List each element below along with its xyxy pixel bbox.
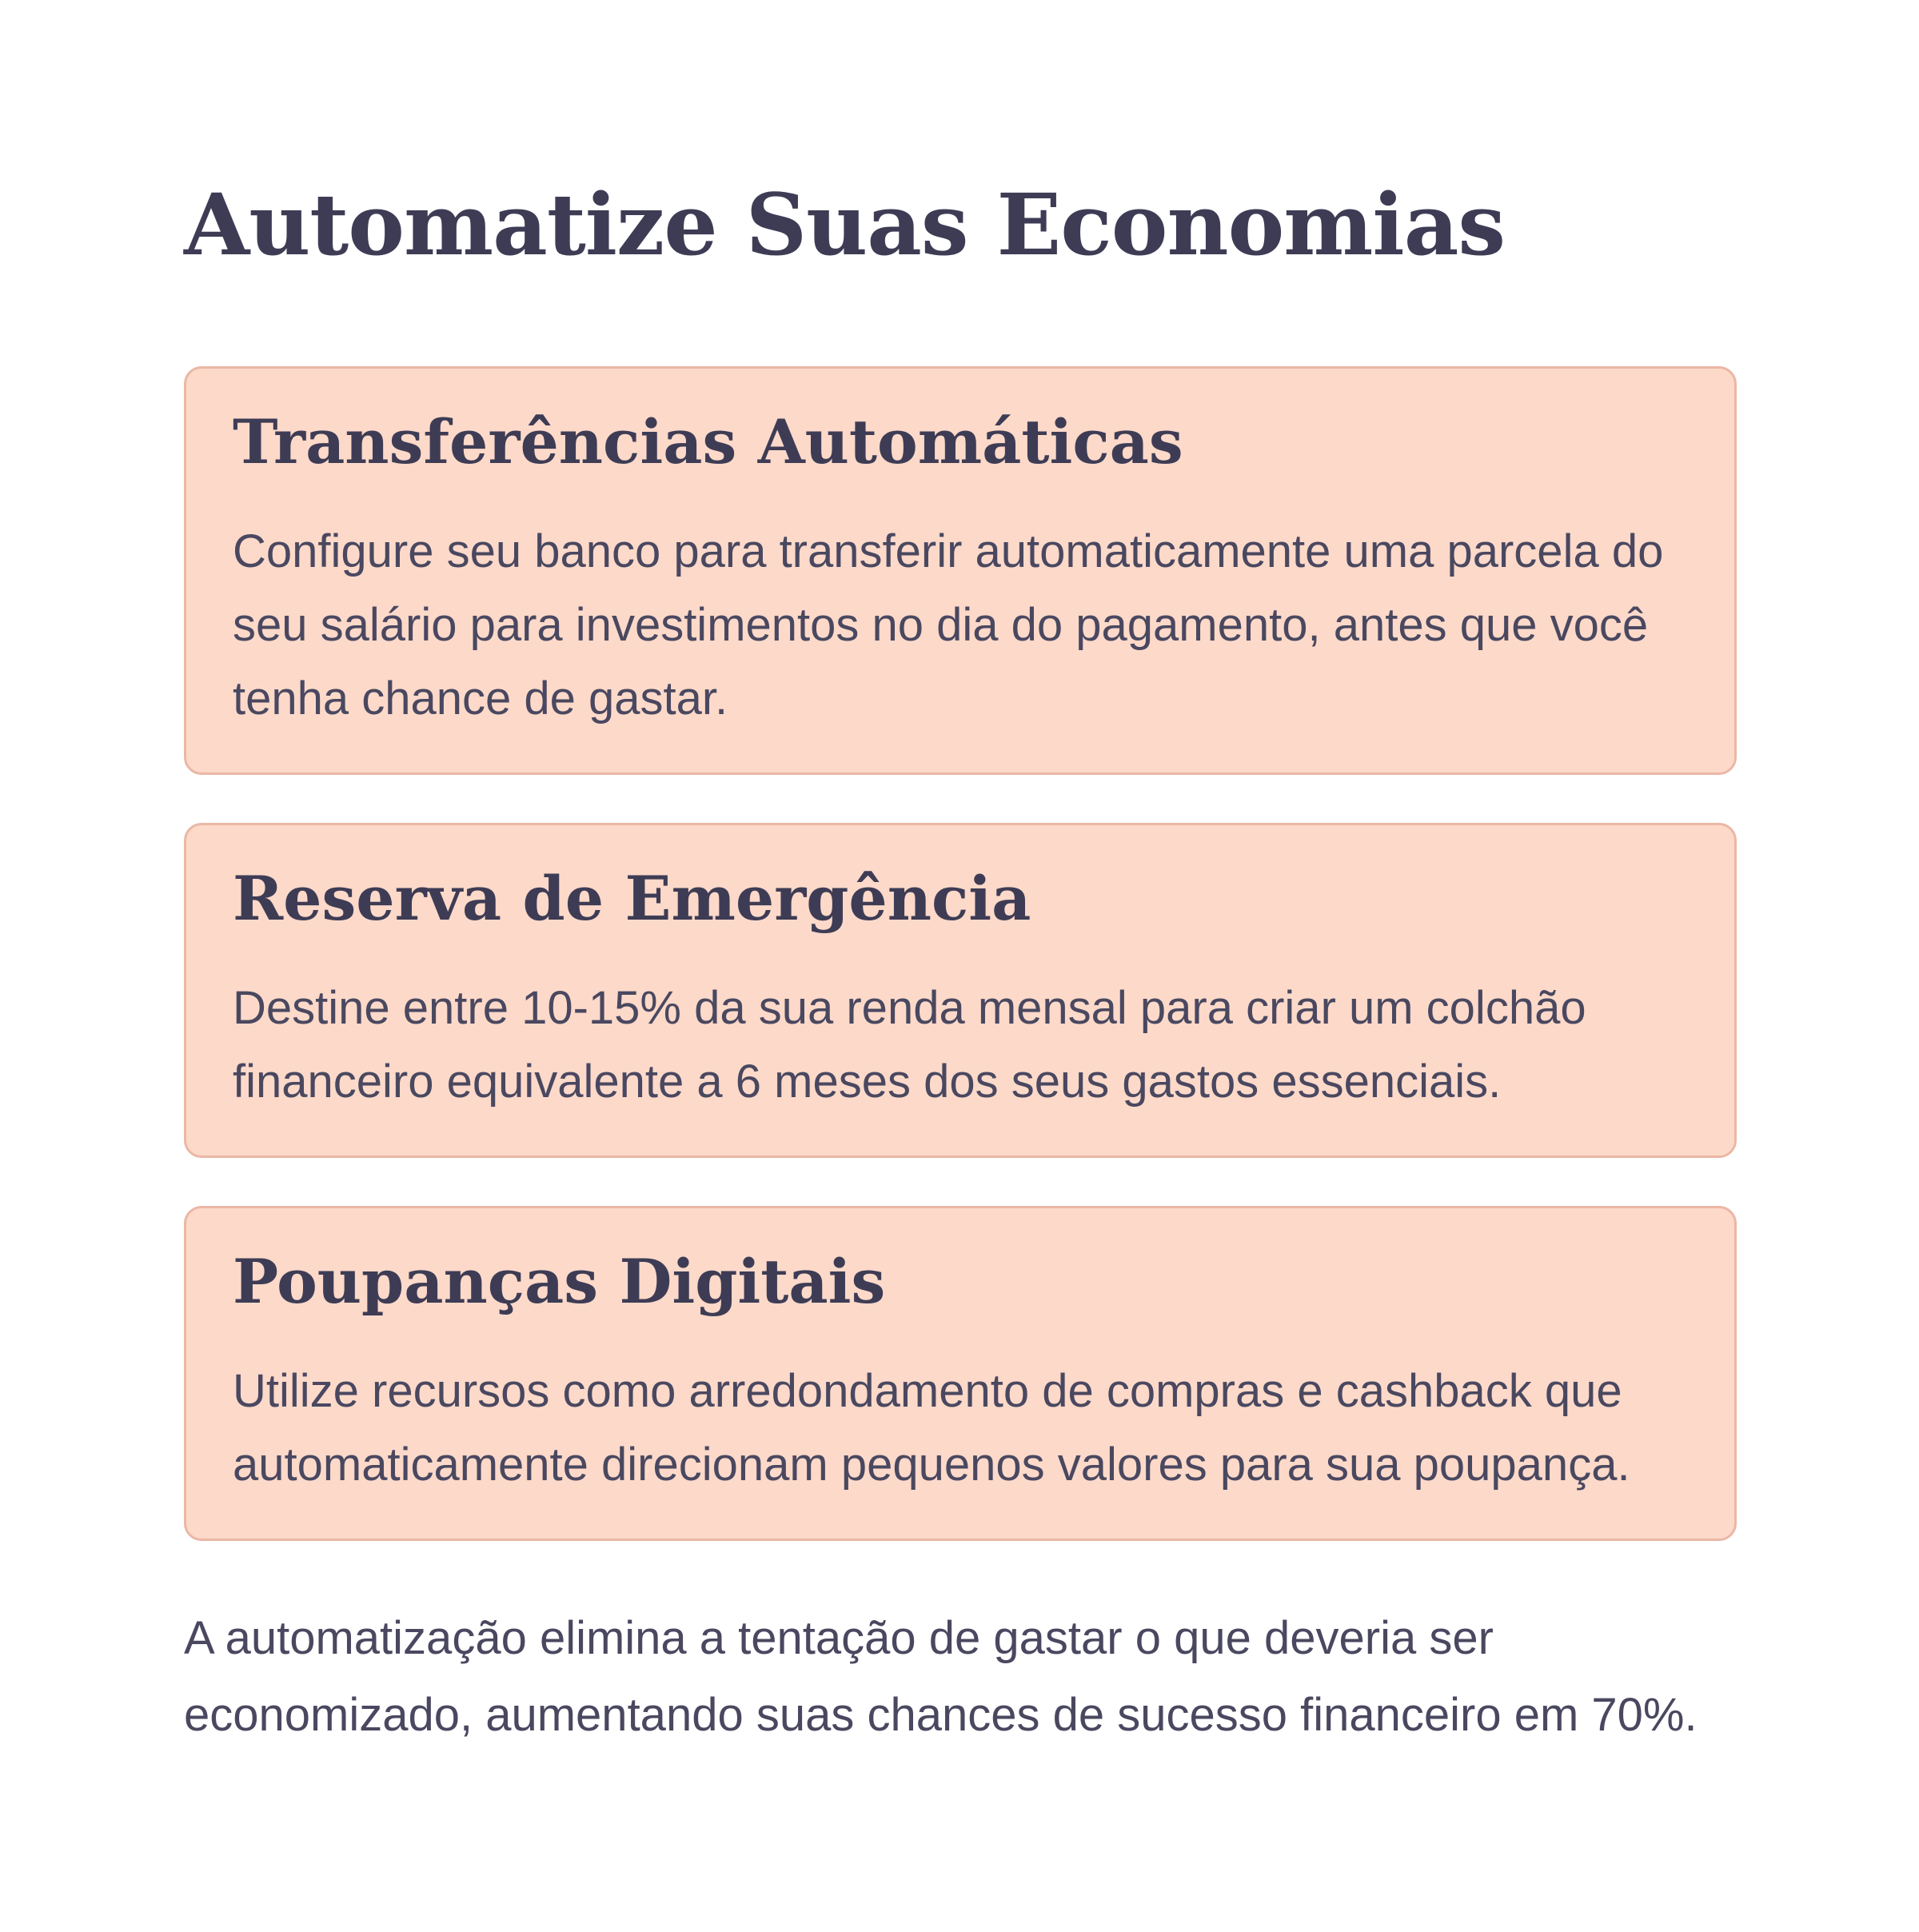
page-title: Automatize Suas Economias xyxy=(184,174,1506,274)
card-heading: Transferências Automáticas xyxy=(233,405,1183,477)
tip-card-poupancas-digitais xyxy=(184,1206,1737,1541)
card-body: Configure seu banco para transferir automaticamente uma parcela do seu salário para investimentos no dia do pagamento, antes que você tenha chance de gastar. xyxy=(233,525,1664,724)
footer-note: A automatização elimina a tentação de gastar o que deveria ser economizado, aumentando suas chances de sucesso financeiro em 70%. xyxy=(184,1611,1698,1741)
card-heading: Reserva de Emergência xyxy=(233,862,1031,934)
card-body: Destine entre 10-15% da sua renda mensal para criar um colchão financeiro equivalente a 6 meses dos seus gastos essenciais. xyxy=(233,981,1586,1108)
tip-card-reserva-de-emergencia xyxy=(184,823,1737,1158)
card-heading: Poupanças Digitais xyxy=(233,1245,886,1317)
card-body: Utilize recursos como arredondamento de compras e cashback que automaticamente direcionam pequenos valores para sua poupança. xyxy=(233,1364,1630,1491)
tip-card-transferencias-automaticas xyxy=(184,366,1737,775)
